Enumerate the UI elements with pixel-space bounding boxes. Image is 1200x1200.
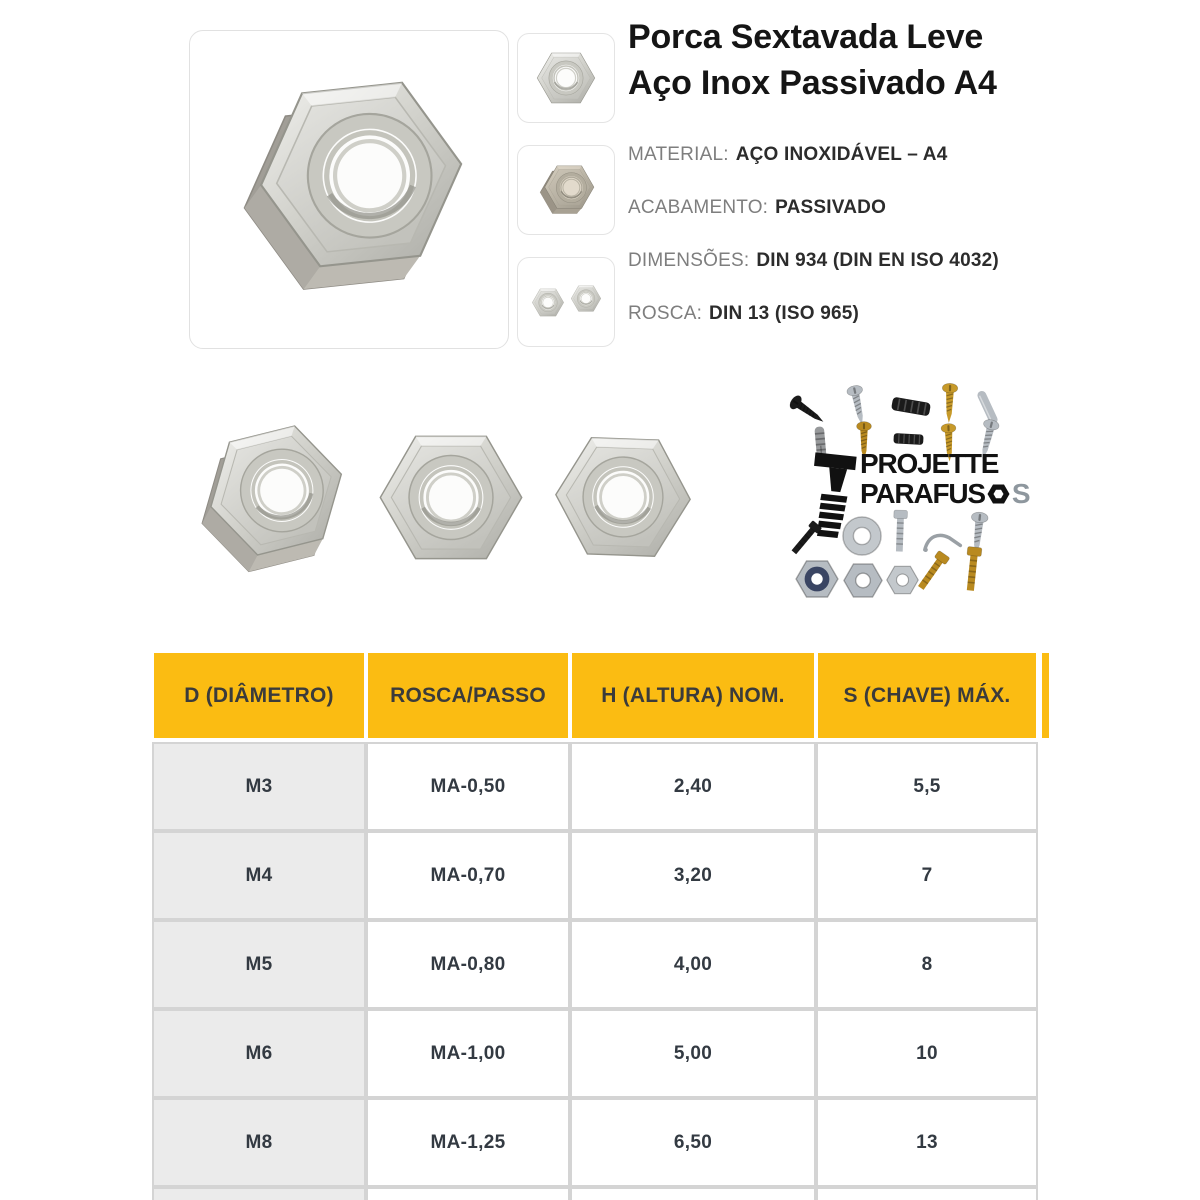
spec-material: MATERIAL: AÇO INOXIDÁVEL – A4 <box>628 144 948 166</box>
table-cell: MA-0,80 <box>368 922 568 1007</box>
washer-icon <box>841 515 883 557</box>
table-cell: 10 <box>818 1011 1036 1096</box>
spec-table-body <box>152 742 1038 1200</box>
grub-screw-icon <box>890 396 932 418</box>
table-cell: M4 <box>154 833 364 918</box>
column-header-wrench: S (CHAVE) MÁX. <box>818 653 1036 738</box>
table-cell: 2,40 <box>572 744 814 829</box>
product-title: Porca Sextavada Leve Aço Inox Passivado A4 <box>628 18 997 103</box>
thumbnail-nut-front[interactable] <box>517 33 615 123</box>
hex-nut-small-icon <box>569 283 603 314</box>
table-cell-clipped <box>572 1189 814 1200</box>
hex-nut-side-icon <box>164 397 375 605</box>
thumbnail-nut-side[interactable] <box>517 145 615 235</box>
hex-nut-photo-icon <box>206 56 492 323</box>
product-info <box>628 14 1188 356</box>
table-cell: 13 <box>818 1100 1036 1185</box>
table-cell: 5,00 <box>572 1011 814 1096</box>
table-cell: MA-1,25 <box>368 1100 568 1185</box>
table-cell: M5 <box>154 922 364 1007</box>
product-main-image[interactable] <box>189 30 509 349</box>
hex-nut-front-icon <box>533 48 599 108</box>
spec-table-header <box>154 653 1036 738</box>
column-header-height: H (ALTURA) NOM. <box>572 653 814 738</box>
hex-nut-front-icon <box>370 422 532 573</box>
brand-name: PROJETTE PARAFUS S <box>860 448 1030 509</box>
column-header-thread-pitch: ROSCA/PASSO <box>368 653 568 738</box>
table-cell-clipped <box>154 1189 364 1200</box>
thumbnail-list <box>517 33 613 369</box>
table-cell: MA-1,00 <box>368 1011 568 1096</box>
column-header-diameter: D (DIÂMETRO) <box>154 653 364 738</box>
hex-nut-side-icon <box>534 161 598 220</box>
hex-nut-icon <box>843 562 883 599</box>
grub-screw-icon <box>893 432 925 446</box>
hex-nut-letter-icon <box>986 483 1011 505</box>
hex-nut-front-icon <box>544 422 703 571</box>
brand-logo <box>793 383 1033 618</box>
table-cell-clipped <box>818 1189 1036 1200</box>
spec-thread: ROSCA: DIN 13 (ISO 965) <box>628 303 860 325</box>
thumbnail-nut-pair[interactable] <box>517 257 615 347</box>
product-photo-nut-front-2 <box>546 398 700 596</box>
table-cell: M3 <box>154 744 364 829</box>
product-photo-nut-front <box>370 394 532 600</box>
spec-dimensions: DIMENSÕES: DIN 934 (DIN EN ISO 4032) <box>628 250 999 272</box>
locknut-icon <box>795 559 839 599</box>
table-cell: 6,50 <box>572 1100 814 1185</box>
table-cell-clipped <box>368 1189 568 1200</box>
table-cell: 7 <box>818 833 1036 918</box>
table-header-clipped-cell <box>1042 653 1049 738</box>
table-cell: 3,20 <box>572 833 814 918</box>
hex-nut-small-icon <box>530 286 566 319</box>
bolt-icon <box>890 509 910 556</box>
screw-icon <box>940 383 958 425</box>
table-cell: 4,00 <box>572 922 814 1007</box>
spec-finish: ACABAMENTO: PASSIVADO <box>628 197 887 219</box>
table-cell: M8 <box>154 1100 364 1185</box>
product-photo-nut-tilted <box>182 392 357 610</box>
table-cell: MA-0,70 <box>368 833 568 918</box>
bolt-icon <box>960 544 984 596</box>
table-cell: MA-0,50 <box>368 744 568 829</box>
table-cell: M6 <box>154 1011 364 1096</box>
table-cell: 8 <box>818 922 1036 1007</box>
table-cell: 5,5 <box>818 744 1036 829</box>
